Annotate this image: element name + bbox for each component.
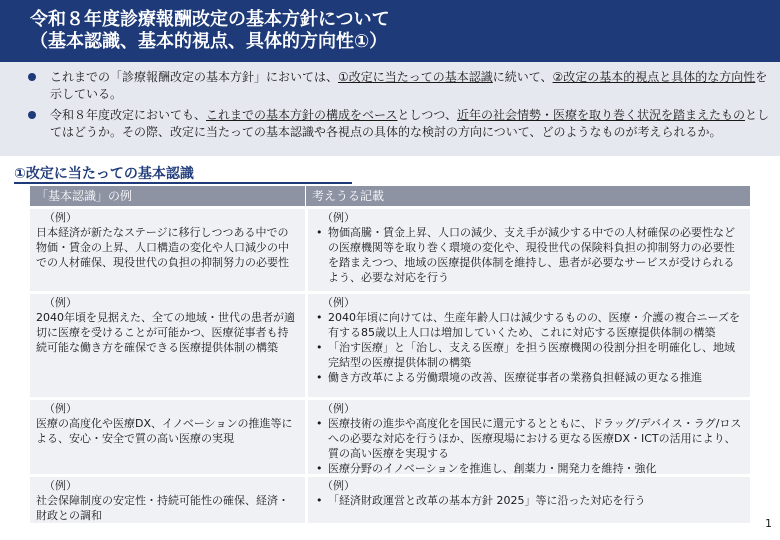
bullet-dot-icon [28,73,36,81]
example-label: （例） [322,211,355,224]
table-header [30,186,750,206]
table-row [30,400,750,474]
item-list [314,493,744,508]
table-header-example: 「基本認識」の例 [36,189,133,203]
header-banner [0,0,780,62]
table-row [30,209,750,291]
table-cell-right [305,294,750,397]
table-cell-right [305,400,750,474]
table-cell-left [30,209,305,291]
example-label: （例） [322,479,355,492]
example-label: （例） [44,211,77,224]
underlined-text: ①改定に当たっての基本認識 [338,70,493,84]
cell-text: 2040年頃を見据えた、全ての地域・世代の患者が適切に医療を受けることが可能かつ、医療従事者も持続可能な働き方を確保できる医療提供体制の構築 [36,311,295,354]
table-cell-left [30,400,305,474]
table-row [30,477,750,523]
item-list [314,416,744,474]
example-label: （例） [322,402,355,415]
text-span: としてはどうか。その際、改定に当たっての基本認識や各視点の具体的な検討の方向について、どのようなものが考えられるか。 [50,108,769,139]
underlined-text: これまでの基本方針の構成をベース [206,108,398,122]
page-number: 1 [765,517,772,530]
intro-bullet-1 [28,69,773,103]
page-title-line1: 令和８年度診療報酬改定の基本方針について [30,9,390,30]
table-cell-right [305,209,750,291]
table-cell-right [305,477,750,523]
item-list [314,225,744,285]
example-label: （例） [44,402,77,415]
intro-bullet-1-text [50,69,773,103]
cell-text: 医療の高度化や医療DX、イノベーションの推進等による、安心・安全で質の高い医療の実現 [36,417,293,445]
page-title-line2: （基本認識、基本的視点、具体的方向性①） [30,31,388,52]
text-span: を示している。 [50,70,768,101]
text-span: に続いて、 [492,70,553,84]
intro-box [0,62,780,156]
text-span: としつつ、 [397,108,457,122]
example-label: （例） [44,479,77,492]
item-list [314,310,744,385]
table-header-description: 考えうる記載 [305,186,750,206]
example-label: （例） [322,296,355,309]
cell-text: 社会保障制度の安定性・持続可能性の確保、経済・財政との調和 [36,494,289,522]
cell-text: 日本経済が新たなステージに移行しつつある中での物価・賃金の上昇、人口構造の変化や人口減少の中での人材確保、現役世代の負担の抑制努力の必要性 [36,226,289,269]
table-cell-left [30,294,305,397]
section-underline [14,182,352,184]
recognition-table [30,186,750,523]
intro-bullet-2 [28,107,773,141]
list-item: • 「経済財政運営と改革の基本方針 2025」等に沿った対応を行う [314,493,744,508]
intro-bullet-2-text [50,107,773,141]
list-item: • 働き方改革による労働環境の改善、医療従事者の業務負担軽減の更なる推進 [314,370,744,385]
text-span: これまでの「診療報酬改定の基本方針」においては、 [50,70,339,84]
list-item: • 「治す医療」と「治し、支える医療」を担う医療機関の役割分担を明確化し、地域完結型の医療提供体制の構築 [314,340,744,370]
underlined-text: 近年の社会情勢・医療を取り巻く状況を踏まえたもの [456,108,745,122]
list-item: • 医療技術の進歩や高度化を国民に還元するとともに、ドラッグ/デバイス・ラグ/ロスへの必要な対応を行うほか、医療現場における更なる医療DX・ICTの活用により、質の高い医療を実現する [314,416,744,461]
list-item: • 2040年頃に向けては、生産年齢人口は減少するものの、医療・介護の複合ニーズを有する85歳以上人口は増加していくため、これに対応する医療提供体制の構築 [314,310,744,340]
text-span: 令和８年度改定においても、 [50,108,207,122]
table-cell-left [30,477,305,523]
table-row [30,294,750,397]
list-item: • 医療分野のイノベーションを推進し、創薬力・開発力を維持・強化 [314,461,744,474]
list-item: • 物価高騰・賃金上昇、人口の減少、支え手が減少する中での人材確保の必要性などの医療機関等を取り巻く環境の変化や、現役世代の保険料負担の抑制努力の必要性を踏まえつつ、地域の医療提供体制を維持し、患者が必要なサービスが受けられるよう、必要な対応を行う [314,225,744,285]
section-title: ①改定に当たっての基本認識 [14,166,194,182]
underlined-text: ②改定の基本的視点と具体的な方向性 [552,70,756,84]
example-label: （例） [44,296,77,309]
bullet-dot-icon [28,111,36,119]
